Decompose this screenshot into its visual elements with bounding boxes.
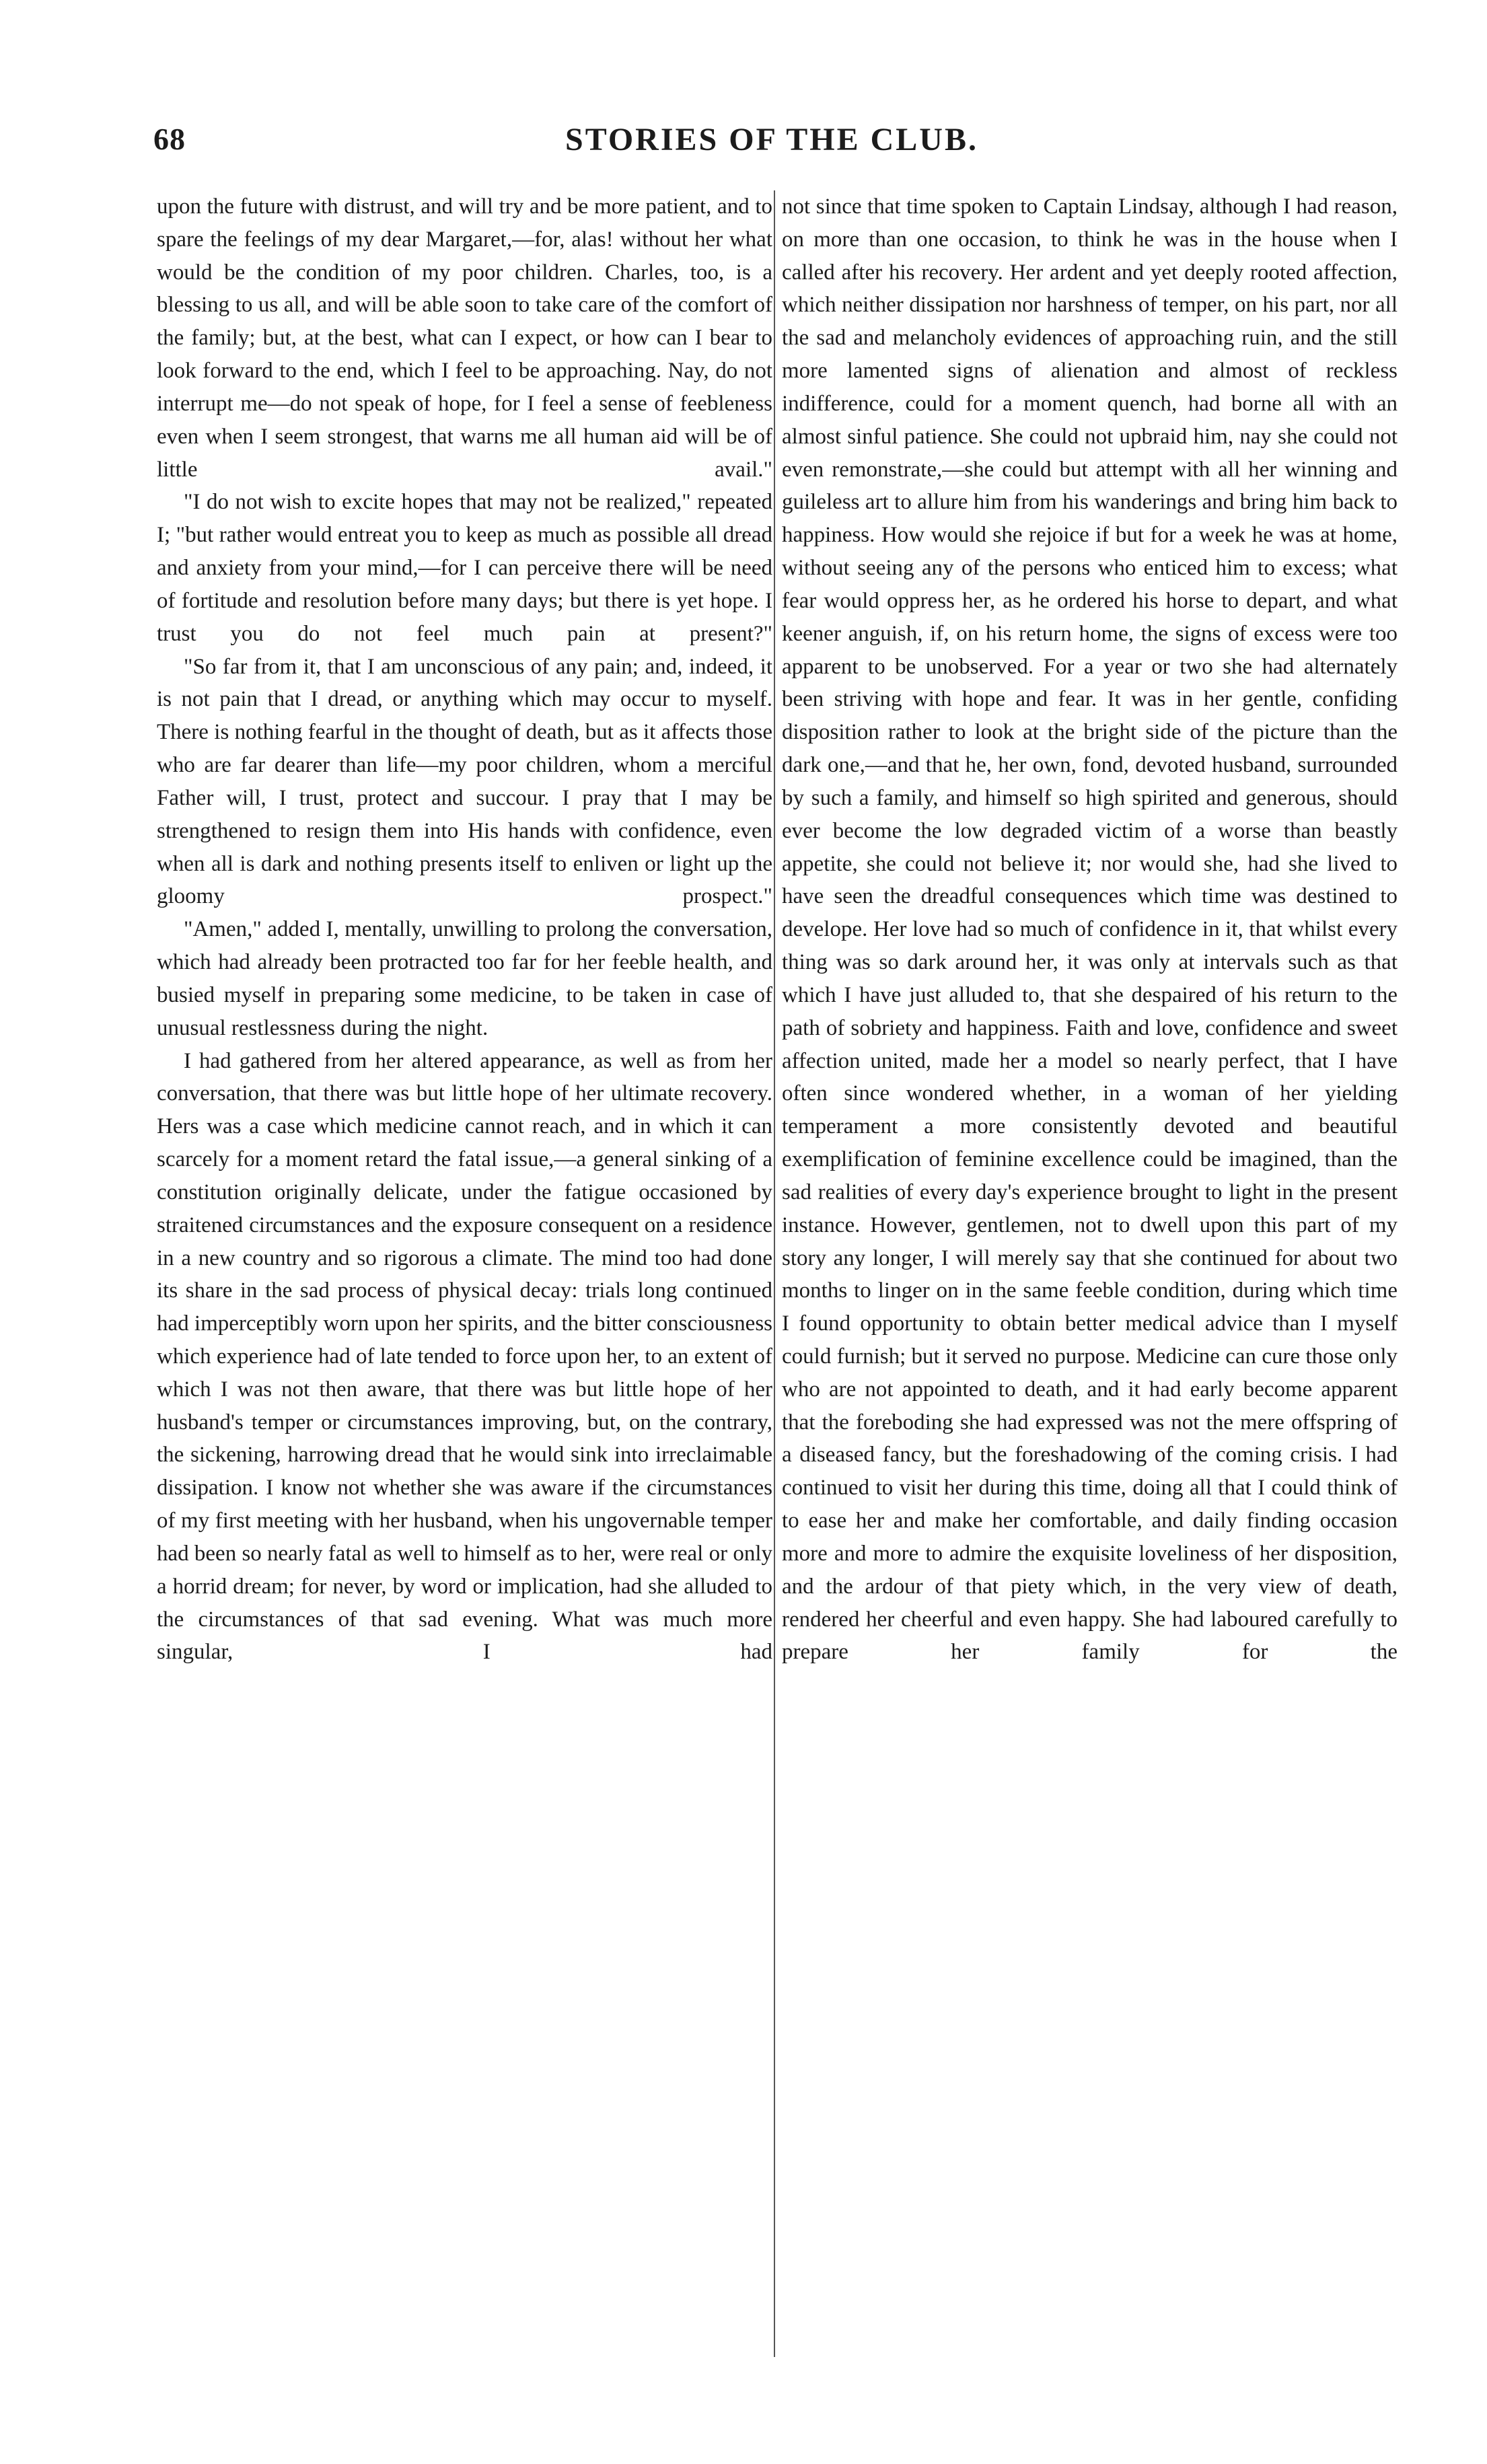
running-head: STORIES OF THE CLUB. [565,122,978,157]
paragraph: "Amen," added I, mentally, unwilling to prolong the conversation, which had already been protracted too far for her feeble health, and busied myself in preparing some medicine, to be taken in case of unusual restlessness during the night. [157,917,772,1040]
paragraph: I had gathered from her altered appearance, as well as from her conversation, that there was but little hope of her ultimate recovery. Hers was a case which medicine cannot reach, and in which it can scarcely for a moment retard the fatal issue,—a general sinking of a constitution originally delicate, under the fatigue occasioned by straitened circumstances and the exposure consequent on a residence in a new country and so rigorous a climate. The mind too had done its share in the sad process of physical decay: trials long continued had imperceptibly worn upon her spirits, and the bitter consciousness which experience had of late tended to force upon her, to an extent of which I was not then aware, that there was but little hope of her husband's temper or circumstances improving, but, on the contrary, the sickening, harrowing dread that he would sink into irreclaimable dissipation. I know not whether she was aware if the circumstances of my first meeting with her husband, when his ungovernable temper had been so nearly fatal as well to himself as to her, were real or only a horrid dream; for never, by word or implication, had she alluded to the circumstances of that sad evening. What was much more singular, I had [157,1048,773,1665]
page-number: 68 [153,122,186,156]
column-divider [774,190,775,2357]
paragraph: "So far from it, that I am unconscious of any pain; and, indeed, it is not pain that I dread, or anything which may occur to myself. There is nothing fearful in the thought of death, but as it affects those who are far dearer than life—my poor children, whom a merciful Father will, I trust, protect and succour. I pray that I may be strengthened to resign them into His hands with confidence, even when all is dark and nothing presents itself to enliven or light up the gloomy prospect." [157,654,772,909]
paragraph: "I do not wish to excite hopes that may not be realized," repeated I; "but rather would entreat you to keep as much as possible all dread and anxiety from your mind,—for I can perceive there will be need of fortitude and resolution before many days; but there is yet hope. I trust you do not feel much pain at present?" [157,490,772,646]
paragraph: not since that time spoken to Captain Lindsay, although I had reason, on more than one occasion, to think he was in the house when I called after his recovery. Her ardent and yet deeply rooted affection, which neither dissipation nor harshness of temper, on his part, nor all the sad and melancholy evidences of approaching ruin, and the still more lamented signs of alienation and almost of reckless indifference, could for a moment quench, had borne all with an almost sinful patience. She could not upbraid him, nay she could not even remonstrate,—she could but attempt with all her winning and guileless art to allure him from his wanderings and bring him back to happiness. How would she rejoice if but for a week he was at home, without seeing any of the persons who enticed him to excess; what fear would oppress her, as he ordered his horse to depart, and what keener anguish, if, on his return home, the signs of excess were too apparent to be unobserved. For a year or two she had alternately been striving with hope and fear. It was in her gentle, confiding disposition rather to look at the bright side of the picture than the dark one,—and that he, her own, fond, devoted husband, surrounded by such a family, and himself so high spirited and generous, should ever become the low degraded victim of a worse than beastly appetite, she could not believe it; nor would she, had she lived to have seen the dreadful consequences which time was destined to develope. Her love had so much of confidence in it, that whilst every thing was so dark around her, it was only at intervals such as that which I have just alluded to, that she despaired of his return to the path of sobriety and happiness. Faith and love, confidence and sweet affection united, made her a model so nearly perfect, that I have often since wondered whether, in a woman of her yielding temperament a more consistently devoted and beautiful exemplification of feminine excellence could be imagined, than the sad realities of every day's experience brought to light in the present instance. However, gentlemen, not to dwell upon this part of my story any longer, I will merely say that she continued for about two months to linger on in the same feeble condition, during which time I found opportunity to obtain better medical advice than I myself could furnish; but it served no purpose. Medicine can cure those only who are not appointed to death, and it had early become apparent that the foreboding she had expressed was not the mere offspring of a diseased fancy, but the foreshadowing of the coming crisis. I had continued to visit her during this time, doing all that I could think of to ease her and make her comfortable, and daily finding occasion more and more to admire the exquisite loveliness of her disposition, and the ardour of that piety which, in the very view of death, rendered her cheerful and even happy. She had laboured carefully to prepare her family for the [782,194,1398,1665]
paragraph: upon the future with distrust, and will try and be more patient, and to spare the feelings of my dear Margaret,—for, alas! without her what would be the condition of my poor children. Charles, too, is a blessing to us all, and will be able soon to take care of the comfort of the family; but, at the best, what can I expect, or how can I bear to look forward to the end, which I feel to be approaching. Nay, do not interrupt me—do not speak of hope, for I feel a sense of feebleness even when I seem strongest, that warns me all human aid will be of little avail." [157,194,772,482]
left-column [157,190,772,1669]
right-column [782,190,1398,1669]
